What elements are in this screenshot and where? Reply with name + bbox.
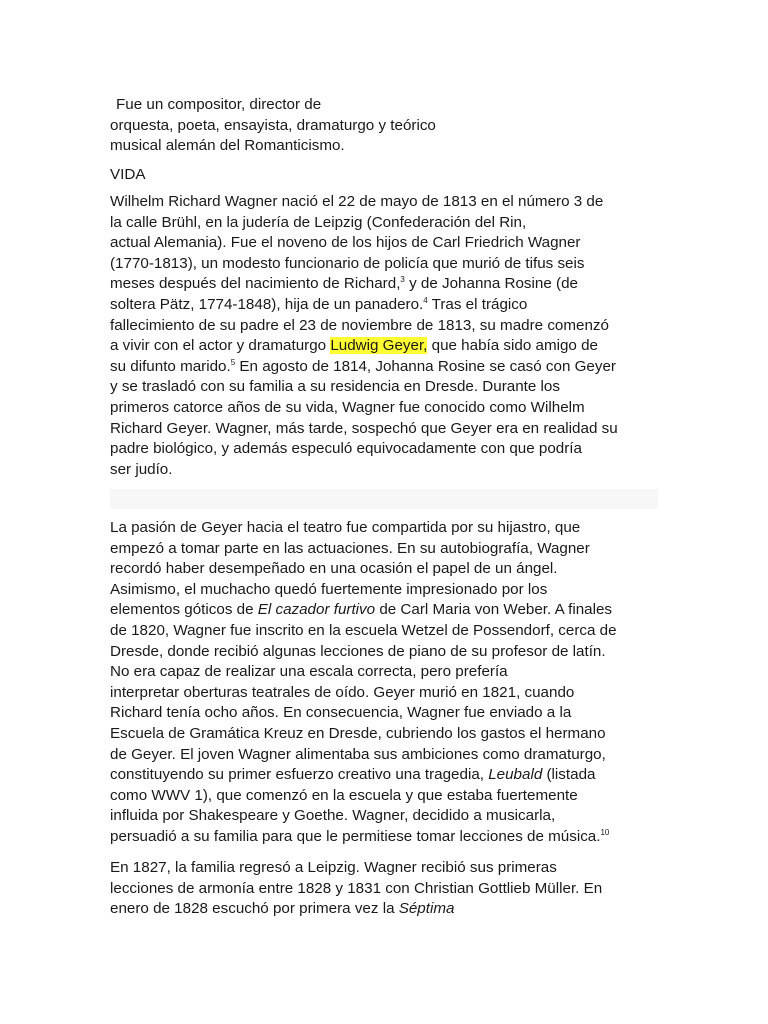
text-line: fallecimiento de su padre el 23 de noviembre de 1813, su madre comenzó <box>110 316 609 334</box>
section-heading <box>110 165 145 186</box>
highlighted-link[interactable]: Ludwig Geyer, <box>330 337 428 355</box>
footnote-ref[interactable]: 4 <box>423 295 428 305</box>
text-line: Asimismo, el muchacho quedó fuertemente impresionado por los <box>110 580 548 598</box>
text-fragment: de Carl Maria von Weber. A finales <box>375 601 613 619</box>
text-line: ser judío. <box>110 460 173 478</box>
footnote-ref[interactable]: 5 <box>230 357 236 367</box>
text-fragment: soltera Pätz, 1774-1848), hija de un panadero. <box>110 295 424 313</box>
text-line: Richard tenía ocho años. En consecuencia, Wagner fue enviado a la <box>110 704 572 722</box>
text-fragment: a vivir con el actor y dramaturgo <box>110 337 331 355</box>
text-fragment: En agosto de 1814, Johanna Rosine se casó con Geyer <box>235 357 616 375</box>
text-line: de Geyer. El joven Wagner alimentaba sus ambiciones como dramaturgo, <box>110 745 606 763</box>
text-line <box>110 899 602 920</box>
italic-title: El cazador furtivo <box>257 601 376 619</box>
text-line <box>110 295 618 316</box>
text-line: Fue un compositor, director de <box>116 96 322 113</box>
text-fragment: constituyendo su primer esfuerzo creativo una tragedia, <box>110 766 489 784</box>
text-line: la calle Brühl, en la judería de Leipzig (Confederación del Rin, <box>110 213 527 231</box>
text-line: y se trasladó con su familia a su residencia en Dresde. Durante los <box>110 378 560 396</box>
text-line <box>110 274 618 295</box>
text-line: interpretar oberturas teatrales de oído. Geyer murió en 1821, cuando <box>110 683 575 701</box>
text-fragment: su difunto marido. <box>110 357 231 375</box>
footnote-ref[interactable]: 10 <box>600 827 610 837</box>
text-line: lecciones de armonía entre 1828 y 1831 con Christian Gottlieb Müller. En <box>110 879 603 897</box>
text-fragment: persuadió a su familia para que le permitiese tomar lecciones de música. <box>110 827 601 845</box>
text-line: de 1820, Wagner fue inscrito en la escuela Wetzel de Possendorf, cerca de <box>110 621 617 639</box>
text-fragment: elementos góticos de <box>110 601 258 619</box>
italic-title: Leubald <box>488 766 543 784</box>
intro-paragraph <box>110 95 436 157</box>
text-line <box>110 827 617 848</box>
text-fragment: meses después del nacimiento de Richard, <box>110 275 401 293</box>
text-line <box>110 765 617 786</box>
text-line: Wilhelm Richard Wagner nació el 22 de mayo de 1813 en el número 3 de <box>110 193 604 210</box>
text-line: Dresde, donde recibió algunas lecciones de piano de su profesor de latín. <box>110 642 606 660</box>
paragraph-biography <box>110 192 618 480</box>
heading-text: VIDA <box>110 166 146 183</box>
text-fragment: Tras el trágico <box>427 295 528 313</box>
text-line <box>110 600 617 621</box>
text-fragment: que había sido amigo de <box>427 337 598 355</box>
italic-title: Séptima <box>398 900 455 918</box>
text-line: Escuela de Gramática Kreuz en Dresde, cubriendo los gastos el hermano <box>110 724 606 742</box>
paragraph-leipzig <box>110 858 602 920</box>
text-line: orquesta, poeta, ensayista, dramaturgo y teórico <box>110 116 436 134</box>
separator-bar <box>110 489 658 509</box>
text-line: recordó haber desempeñado en una ocasión el papel de un ángel. <box>110 560 558 578</box>
text-line: actual Alemania). Fue el noveno de los hijos de Carl Friedrich Wagner <box>110 234 581 252</box>
text-line: En 1827, la familia regresó a Leipzig. Wagner recibió sus primeras <box>110 859 557 876</box>
text-line: influida por Shakespeare y Goethe. Wagner, decidido a musicarla, <box>110 807 556 825</box>
text-line: No era capaz de realizar una escala correcta, pero prefería <box>110 663 508 681</box>
paragraph-youth <box>110 518 617 848</box>
text-line: primeros catorce años de su vida, Wagner fue conocido como Wilhelm <box>110 398 585 416</box>
text-line <box>110 336 618 357</box>
text-line: Richard Geyer. Wagner, más tarde, sospechó que Geyer era en realidad su <box>110 419 618 437</box>
text-fragment: y de Johanna Rosine (de <box>404 275 578 293</box>
text-line <box>110 357 618 378</box>
text-fragment: enero de 1828 escuchó por primera vez la <box>110 900 399 918</box>
text-line: musical alemán del Romanticismo. <box>110 137 345 155</box>
text-fragment: (listada <box>542 766 596 784</box>
text-line: La pasión de Geyer hacia el teatro fue compartida por su hijastro, que <box>110 519 581 536</box>
footnote-ref[interactable]: 3 <box>400 275 405 285</box>
text-line: empezó a tomar parte en las actuaciones. En su autobiografía, Wagner <box>110 539 590 557</box>
text-line: (1770-1813), un modesto funcionario de policía que murió de tifus seis <box>110 254 585 272</box>
text-line: padre biológico, y además especuló equivocadamente con que podría <box>110 440 582 458</box>
text-line: como WWV 1), que comenzó en la escuela y que estaba fuertemente <box>110 786 578 804</box>
